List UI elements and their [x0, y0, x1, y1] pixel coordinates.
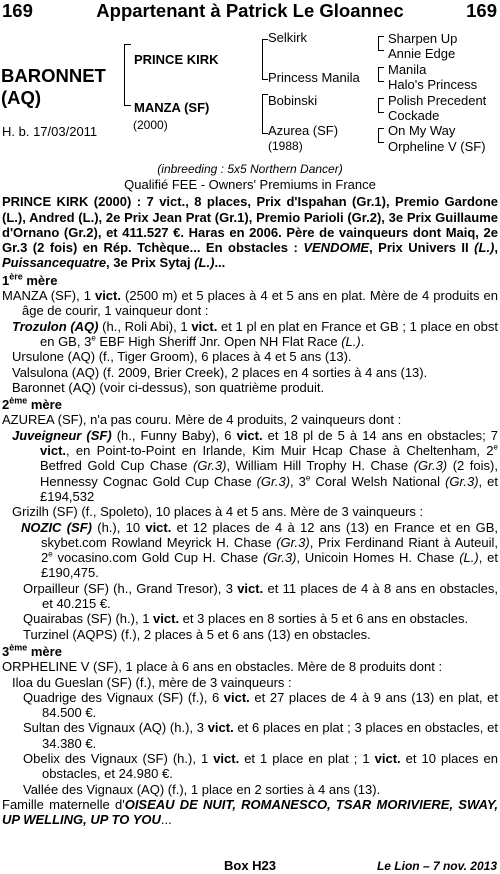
produce-entry: Iloa du Gueslan (SF) (f.), mère de 3 vainqueurs :: [12, 674, 292, 690]
produce-entry: Orpailleur (SF) (h., Grand Tresor), 3 vict. et 11 places de 4 à 8 ans en obstacles, et 40.215 €.: [23, 580, 498, 612]
pedigree-grandparent-year: (1988): [268, 139, 303, 153]
pedigree-bracket: [378, 128, 384, 143]
produce-entry: Quairabas (SF) (h.), 1 vict. et 3 places en 8 sorties à 5 et 6 ans en obstacles.: [23, 611, 469, 627]
produce-entry: Valsulona (AQ) (f. 2009, Brier Creek), 2 places en 4 sorties à 4 ans (13).: [12, 364, 428, 380]
horse-details: H. b. 17/03/2011: [2, 124, 98, 139]
pedigree-dam: MANZA (SF): [134, 100, 210, 115]
page-number-right: 169: [466, 0, 497, 21]
pedigree-dam-year: (2000): [133, 118, 168, 132]
pedigree-great-grandparent: Halo's Princess: [388, 77, 478, 92]
box-number: Box H23: [223, 858, 277, 873]
produce-entry: NOZIC (SF) (h.), 10 vict. et 12 places de 4 à 12 ans (13) en France et en GB, skybet.com Rowland Meyrick H. Chase (Gr.3), Prix Ferdinand Riant à Auteuil, 2e vocasino.com Gold Cup H. Chase (Gr.3), Unicoin Homes H. Chase (L.), et £190,475.: [21, 519, 498, 581]
dam-entry: MANZA (SF), 1 vict. (2500 m) et 5 places à 4 et 5 ans en plat. Mère de 4 produits en âge de courir, 1 vainqueur dont :: [2, 288, 498, 319]
pedigree-sire: PRINCE KIRK: [134, 52, 219, 67]
maternal-family: Famille maternelle d'OISEAU DE NUIT, ROMANESCO, TSAR MORIVIERE, SWAY, UP WELLING, UP TO YOU...: [2, 796, 499, 828]
horse-name: BARONNET: [1, 65, 106, 86]
produce-entry: Vallée des Vignaux (AQ) (f.), 1 place en 2 sorties à 4 ans (13).: [23, 781, 381, 797]
page-number-left: 169: [2, 0, 33, 21]
section-heading-second-dam: 2ème mère: [2, 395, 62, 413]
pedigree-bracket: [378, 36, 384, 51]
produce-entry: Obelix des Vignaux (SF) (h.), 1 vict. et 1 place en plat ; 1 vict. et 10 places en obstacles, et 24.980 €.: [23, 750, 499, 782]
pedigree-grandparent: Azurea (SF): [268, 123, 339, 138]
produce-entry: Sultan des Vignaux (AQ) (h.), 3 vict. et 6 places en plat ; 3 places en obstacles, et 34.380 €.: [23, 720, 498, 751]
pedigree-great-grandparent: On My Way: [388, 123, 456, 138]
produce-entry: Quadrige des Vignaux (SF) (f.), 6 vict. et 27 places de 4 à 9 ans (13) en plat, et 84.500 €.: [23, 689, 498, 721]
section-heading-first-dam: 1ère mère: [2, 271, 58, 288]
pedigree-bracket: [378, 98, 384, 113]
pedigree-notes: [2, 162, 498, 827]
produce-entry: Trozulon (AQ) (h., Roli Abi), 1 vict. et 1 pl en plat en France et GB ; 1 place en obst en GB, 3e EBF High Sheriff Jnr. Open NH Flat Race (L.).: [12, 318, 498, 349]
pedigree-great-grandparent: Cockade: [388, 108, 440, 123]
produce-entry: Turzinel (AQPS) (f.), 2 places à 5 et 6 ans (13) en obstacles.: [23, 626, 371, 642]
pedigree-bracket: [378, 67, 384, 82]
produce-entry: Grizilh (SF) (f., Spoleto), 10 places à 4 et 5 ans. Mère de 3 vainqueurs :: [12, 504, 424, 520]
inbreeding-note: (inbreeding : 5x5 Northern Dancer): [157, 162, 343, 176]
dam-entry: AZUREA (SF), n'a pas couru. Mère de 4 produits, 2 vainqueurs dont :: [2, 412, 402, 428]
produce-entry: Baronnet (AQ) (voir ci-dessus), son quatrième produit.: [12, 379, 325, 395]
footer-source: Le Lion – 7 nov. 2013: [376, 859, 497, 873]
pedigree-bracket: [124, 44, 131, 106]
pedigree-grandparent: Bobinski: [268, 93, 318, 108]
pedigree-great-grandparent: Annie Edge: [388, 46, 456, 61]
pedigree-grandparent: Selkirk: [268, 30, 308, 45]
page-title: Appartenant à Patrick Le Gloannec: [96, 0, 404, 21]
pedigree-great-grandparent: Orpheline V (SF): [388, 139, 486, 154]
produce-entry: Juveigneur (SF) (h., Funny Baby), 6 vict. et 18 pl de 5 à 14 ans en obstacles; 7 vict., en Point-to-Point en Irlande, Kim Muir Hcap Chase à Cheltenham, 2e Betfred Gold Cup Chase (Gr.3), William Hill Trophy H. Chase (Gr.3) (2 fois), Hennessy Cognac Gold Cup Chase (Gr.3), 3e Coral Welsh National (Gr.3), et £194,532: [12, 427, 498, 504]
horse-origin: (AQ): [1, 87, 42, 108]
sire-paragraph: PRINCE KIRK (2000) : 7 vict., 8 places, Prix d'Ispahan (Gr.1), Premio Gardone (L.), Andred (L.), 2e Prix Jean Prat (Gr.1), Premio Parioli (Gr.2), 3e Prix Guillaume d'Ornano (Gr.2), et 411.527 €. Haras en 2006. Père de vainqueurs dont Maiq, 2e Gr.3 (2 fois) en Rép. Tchèque... En obstacles : VENDOME, Prix Univers II (L.), Puissancequatre, 3e Prix Sytaj (L.)...: [2, 194, 499, 271]
pedigree-great-grandparent: Manila: [388, 62, 427, 77]
produce-entry: Ursulone (AQ) (f., Tiger Groom), 6 places à 4 et 5 ans (13).: [12, 349, 352, 365]
pedigree-grandparent: Princess Manila: [268, 70, 360, 85]
pedigree-great-grandparent: Sharpen Up: [388, 31, 458, 46]
pedigree-great-grandparent: Polish Precedent: [388, 93, 487, 108]
section-heading-third-dam: 3ème mère: [2, 642, 62, 659]
dam-entry: ORPHELINE V (SF), 1 place à 6 ans en obstacles. Mère de 8 produits dont :: [2, 659, 443, 675]
qualification-note: Qualifié FEE - Owners' Premiums in France: [124, 177, 376, 192]
